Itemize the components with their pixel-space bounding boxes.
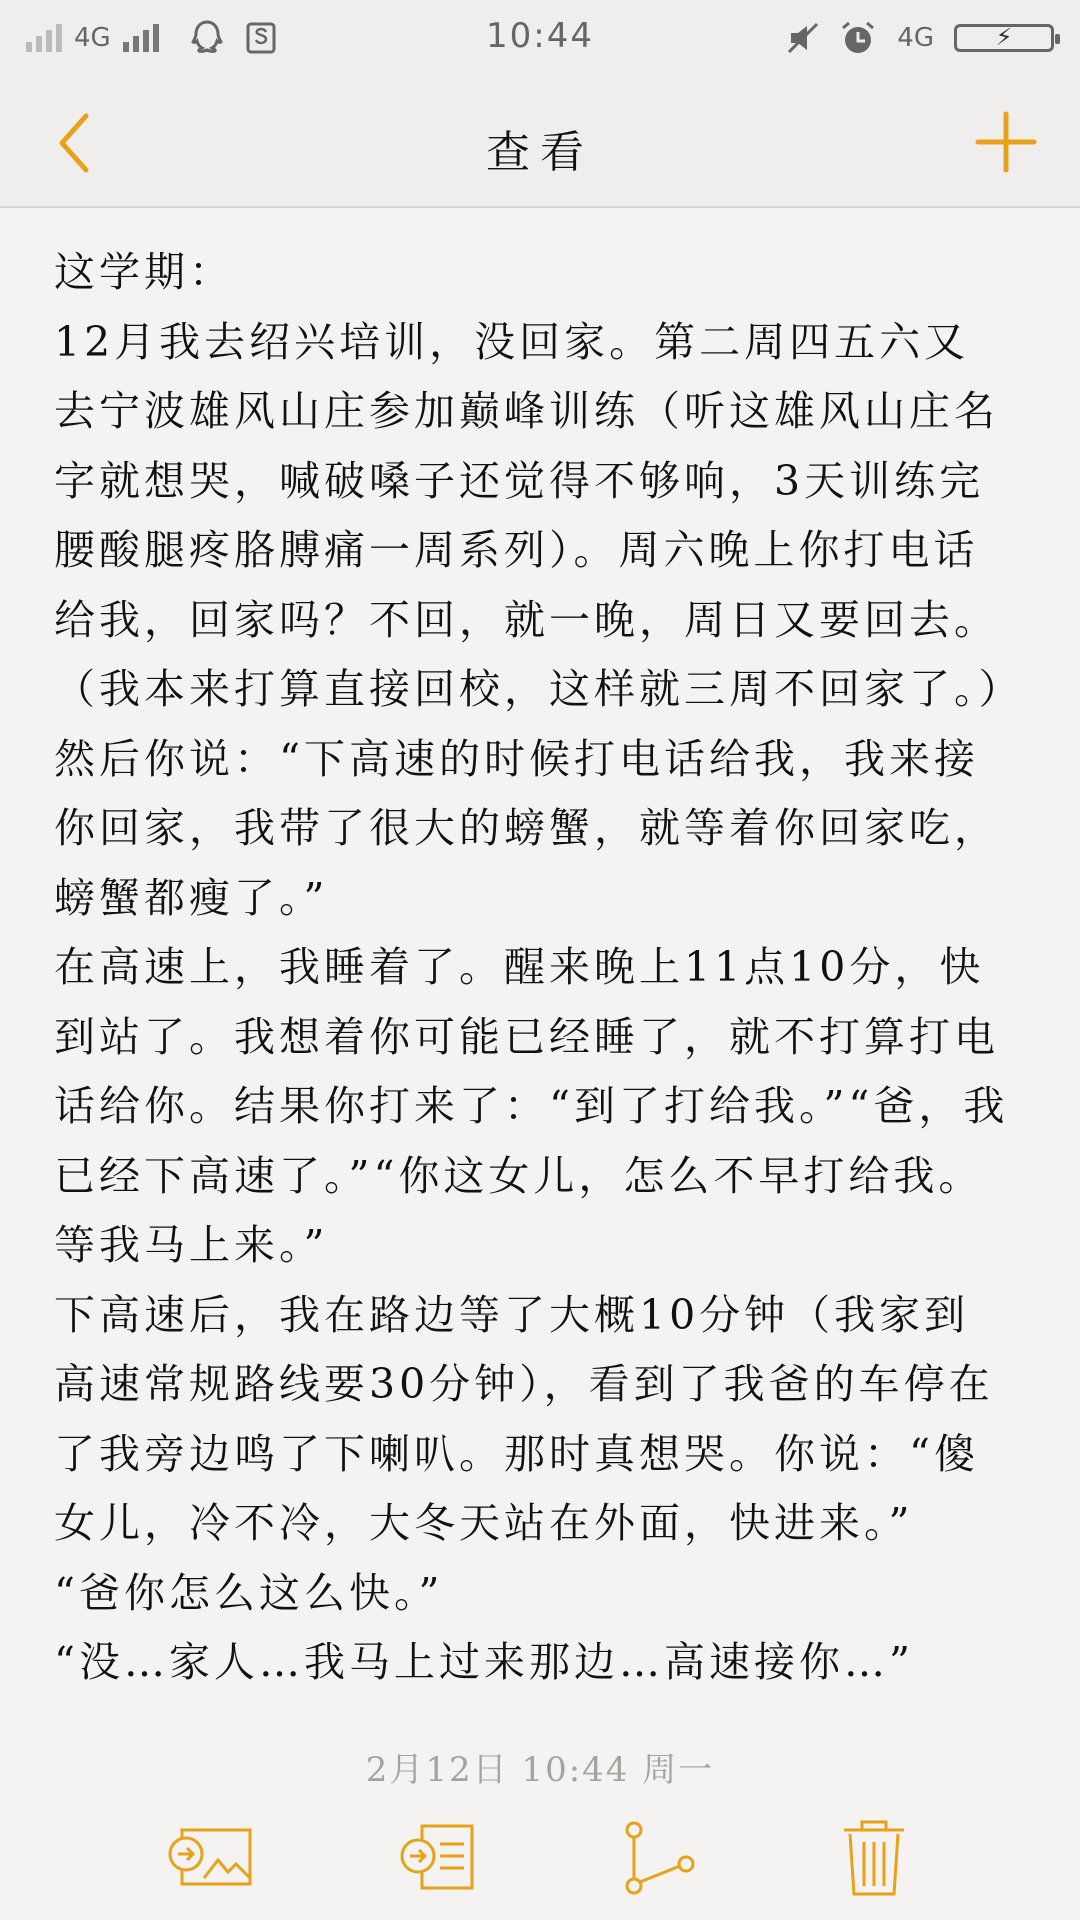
- delete-icon[interactable]: [824, 1812, 924, 1902]
- note-paragraph: 在高速上，我睡着了。醒来晚上11点10分，快到站了。我想着你可能已经睡了，就不打算打电话给你。结果你打来了：“到了打给我。”“爸，我已经下高速了。”“你这女儿，怎么不早打给我。等我马上来。”: [54, 943, 1009, 1269]
- note-paragraph: “爸你怎么这么快。”: [54, 1568, 444, 1617]
- insert-image-icon[interactable]: [160, 1812, 260, 1902]
- alarm-icon: [839, 19, 877, 57]
- note-paragraph: 下高速后，我在路边等了大概10分钟（我家到高速常规路线要30分钟），看到了我爸的车停在了我旁边鸣了下喇叭。那时真想哭。你说：“傻女儿，冷不冷，大冬天站在外面，快进来。”: [54, 1290, 994, 1547]
- status-right: [785, 14, 1054, 62]
- network-type-primary: 4G: [74, 23, 111, 53]
- share-icon[interactable]: [610, 1812, 710, 1902]
- network-type-secondary: 4G: [897, 23, 934, 53]
- bottom-toolbar: [0, 1800, 1080, 1920]
- note-paragraph: “没…家人…我马上过来那边…高速接你…”: [54, 1638, 914, 1686]
- status-time: 10:44: [486, 16, 594, 56]
- plus-icon[interactable]: [974, 110, 1038, 174]
- insert-list-icon[interactable]: [390, 1812, 490, 1902]
- nav-bar: [0, 76, 1080, 208]
- note-body[interactable]: [54, 238, 1014, 1700]
- battery-charging-icon: ⚡: [954, 24, 1054, 52]
- status-bar: [0, 0, 1080, 76]
- note-paragraph: 12月我去绍兴培训，没回家。第二周四五六又去宁波雄风山庄参加巅峰训练（听这雄风山庄名字就想哭，喊破嗓子还觉得不够响，3天训练完腰酸腿疼胳膊痛一周系列）。周六晚上你打电话给我，回家吗？不回，就一晚，周日又要回去。（我本来打算直接回校，这样就三周不回家了。）然后你说：“下高速的时候打电话给我，我来接你回家，我带了很大的螃蟹，就等着你回家吃，螃蟹都瘦了。”: [54, 317, 1003, 922]
- page-title: 查看: [486, 127, 594, 178]
- note-paragraph: 这学期：: [54, 248, 234, 296]
- note-fade: [0, 1690, 1080, 1710]
- mute-icon: [785, 20, 821, 56]
- note-timestamp: 2月12日 10:44 周一: [365, 1750, 715, 1790]
